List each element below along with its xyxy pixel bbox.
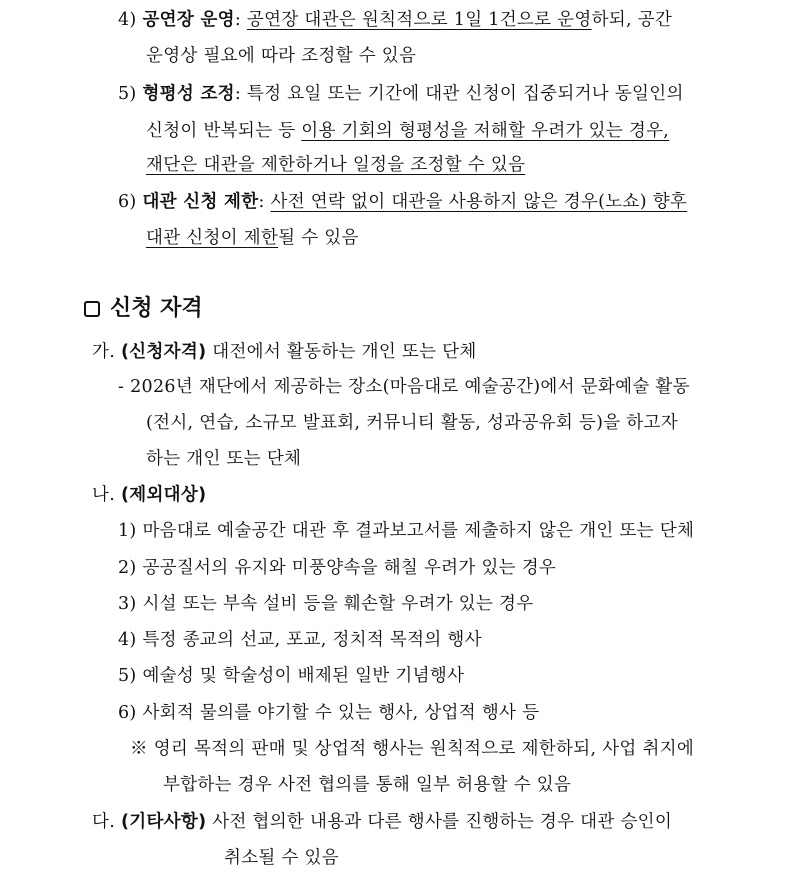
rule-6-text-underlined: 사전 연락 없이 대관을 사용하지 않은 경우(노쇼) 향후 xyxy=(270,192,688,212)
item-ga-marker: 가. xyxy=(92,342,116,362)
rule-4-text-underlined: 공연장 대관은 원칙적으로 1일 1건으로 운영 xyxy=(246,10,592,30)
exclusion-text: 시설 또는 부속 설비 등을 훼손할 우려가 있는 경우 xyxy=(142,594,534,614)
exclusion-text: 예술성 및 학술성이 배제된 일반 기념행사 xyxy=(142,666,465,686)
rule-6-continuation xyxy=(146,226,359,250)
section-title: 신청 자격 xyxy=(110,296,203,321)
rule-4-text-rest: 하되, 공간 xyxy=(591,10,673,30)
rule-6-cont-underlined: 대관 신청이 제한 xyxy=(146,228,279,248)
rule-6-title: 대관 신청 제한 xyxy=(142,192,259,212)
rule-6-cont-rest: 될 수 있음 xyxy=(278,228,359,248)
rule-5-text: 특정 요일 또는 기간에 대관 신청이 집중되거나 동일인의 xyxy=(246,84,684,104)
dash-marker: - xyxy=(118,377,125,397)
exclusion-text: 공공질서의 유지와 미풍양속을 해칠 우려가 있는 경우 xyxy=(142,558,557,578)
rule-6-line: 6) 대관 신청 제한: 사전 연락 없이 대관을 사용하지 않은 경우(노쇼) 향후 xyxy=(118,192,688,212)
rule-4-line: 4) 공연장 운영: 공연장 대관은 원칙적으로 1일 1건으로 운영하되, 공간 xyxy=(118,10,673,30)
exclusion-number: 3) xyxy=(118,594,137,614)
exclusion-item xyxy=(118,664,464,688)
note-line-1 xyxy=(130,737,694,761)
item-ga-line xyxy=(92,340,477,364)
item-da-label: (기타사항) xyxy=(120,812,207,832)
rule-4-continuation: 운영상 필요에 따라 조정할 수 있음 xyxy=(146,46,417,66)
item-ga-label: (신청자격) xyxy=(120,342,207,362)
rule-5-title: 형평성 조정 xyxy=(142,84,235,104)
item-na-line xyxy=(92,483,206,507)
item-ga-sub-text-1: 2026년 재단에서 제공하는 장소(마음대로 예술공간)에서 문화예술 활동 xyxy=(130,377,690,397)
exclusion-text: 사회적 물의를 야기할 수 있는 행사, 상업적 행사 등 xyxy=(142,703,540,723)
item-na-label: (제외대상) xyxy=(120,485,207,505)
rule-5-cont-underlined: 이용 기회의 형평성을 저해할 우려가 있는 경우, xyxy=(301,121,670,141)
note-line-2: 부합하는 경우 사전 협의를 통해 일부 허용할 수 있음 xyxy=(163,775,572,795)
exclusion-number: 6) xyxy=(118,703,137,723)
rule-5-continuation-2 xyxy=(146,153,525,177)
section-heading xyxy=(84,294,203,324)
exclusion-item xyxy=(118,592,533,616)
exclusion-text: 마음대로 예술공간 대관 후 결과보고서를 제출하지 않은 개인 또는 단체 xyxy=(142,521,695,541)
rule-6-number: 6) xyxy=(118,192,137,212)
checkbox-icon xyxy=(84,301,100,317)
rule-5-continuation xyxy=(146,119,669,143)
exclusion-item xyxy=(118,519,694,543)
exclusion-number: 1) xyxy=(118,521,137,541)
rule-5-cont2-underlined: 재단은 대관을 제한하거나 일정을 조정할 수 있음 xyxy=(146,155,526,175)
item-ga-sub-line-3: 하는 개인 또는 단체 xyxy=(146,449,302,469)
exclusion-item xyxy=(118,628,482,652)
exclusion-item xyxy=(118,701,539,725)
exclusion-number: 4) xyxy=(118,630,137,650)
item-da-marker: 다. xyxy=(92,812,116,832)
exclusion-item xyxy=(118,556,556,580)
rule-5-cont-plain: 신청이 반복되는 등 xyxy=(146,121,302,141)
rule-4-title: 공연장 운영 xyxy=(142,10,235,30)
item-ga-sub-line-1 xyxy=(118,375,726,399)
note-text-1: 영리 목적의 판매 및 상업적 행사는 원칙적으로 제한하되, 사업 취지에 xyxy=(153,739,695,759)
exclusion-number: 5) xyxy=(118,666,137,686)
item-da-continuation: 취소될 수 있음 xyxy=(224,848,339,868)
exclusion-number: 2) xyxy=(118,558,137,578)
item-da-text: 사전 협의한 내용과 다른 행사를 진행하는 경우 대관 승인이 xyxy=(212,812,673,832)
item-ga-sub-line-2: (전시, 연습, 소규모 발표회, 커뮤니티 활동, 성과공유회 등)을 하고자 xyxy=(146,413,678,433)
item-ga-text: 대전에서 활동하는 개인 또는 단체 xyxy=(212,342,477,362)
rule-5-line: 5) 형평성 조정: 특정 요일 또는 기간에 대관 신청이 집중되거나 동일인의 xyxy=(118,84,684,104)
exclusion-text: 특정 종교의 선교, 포교, 정치적 목적의 행사 xyxy=(142,630,482,650)
item-da-line xyxy=(92,810,672,834)
note-mark: ※ xyxy=(130,739,148,759)
rule-5-number: 5) xyxy=(118,84,137,104)
rule-4-number: 4) xyxy=(118,10,137,30)
item-na-marker: 나. xyxy=(92,485,116,505)
